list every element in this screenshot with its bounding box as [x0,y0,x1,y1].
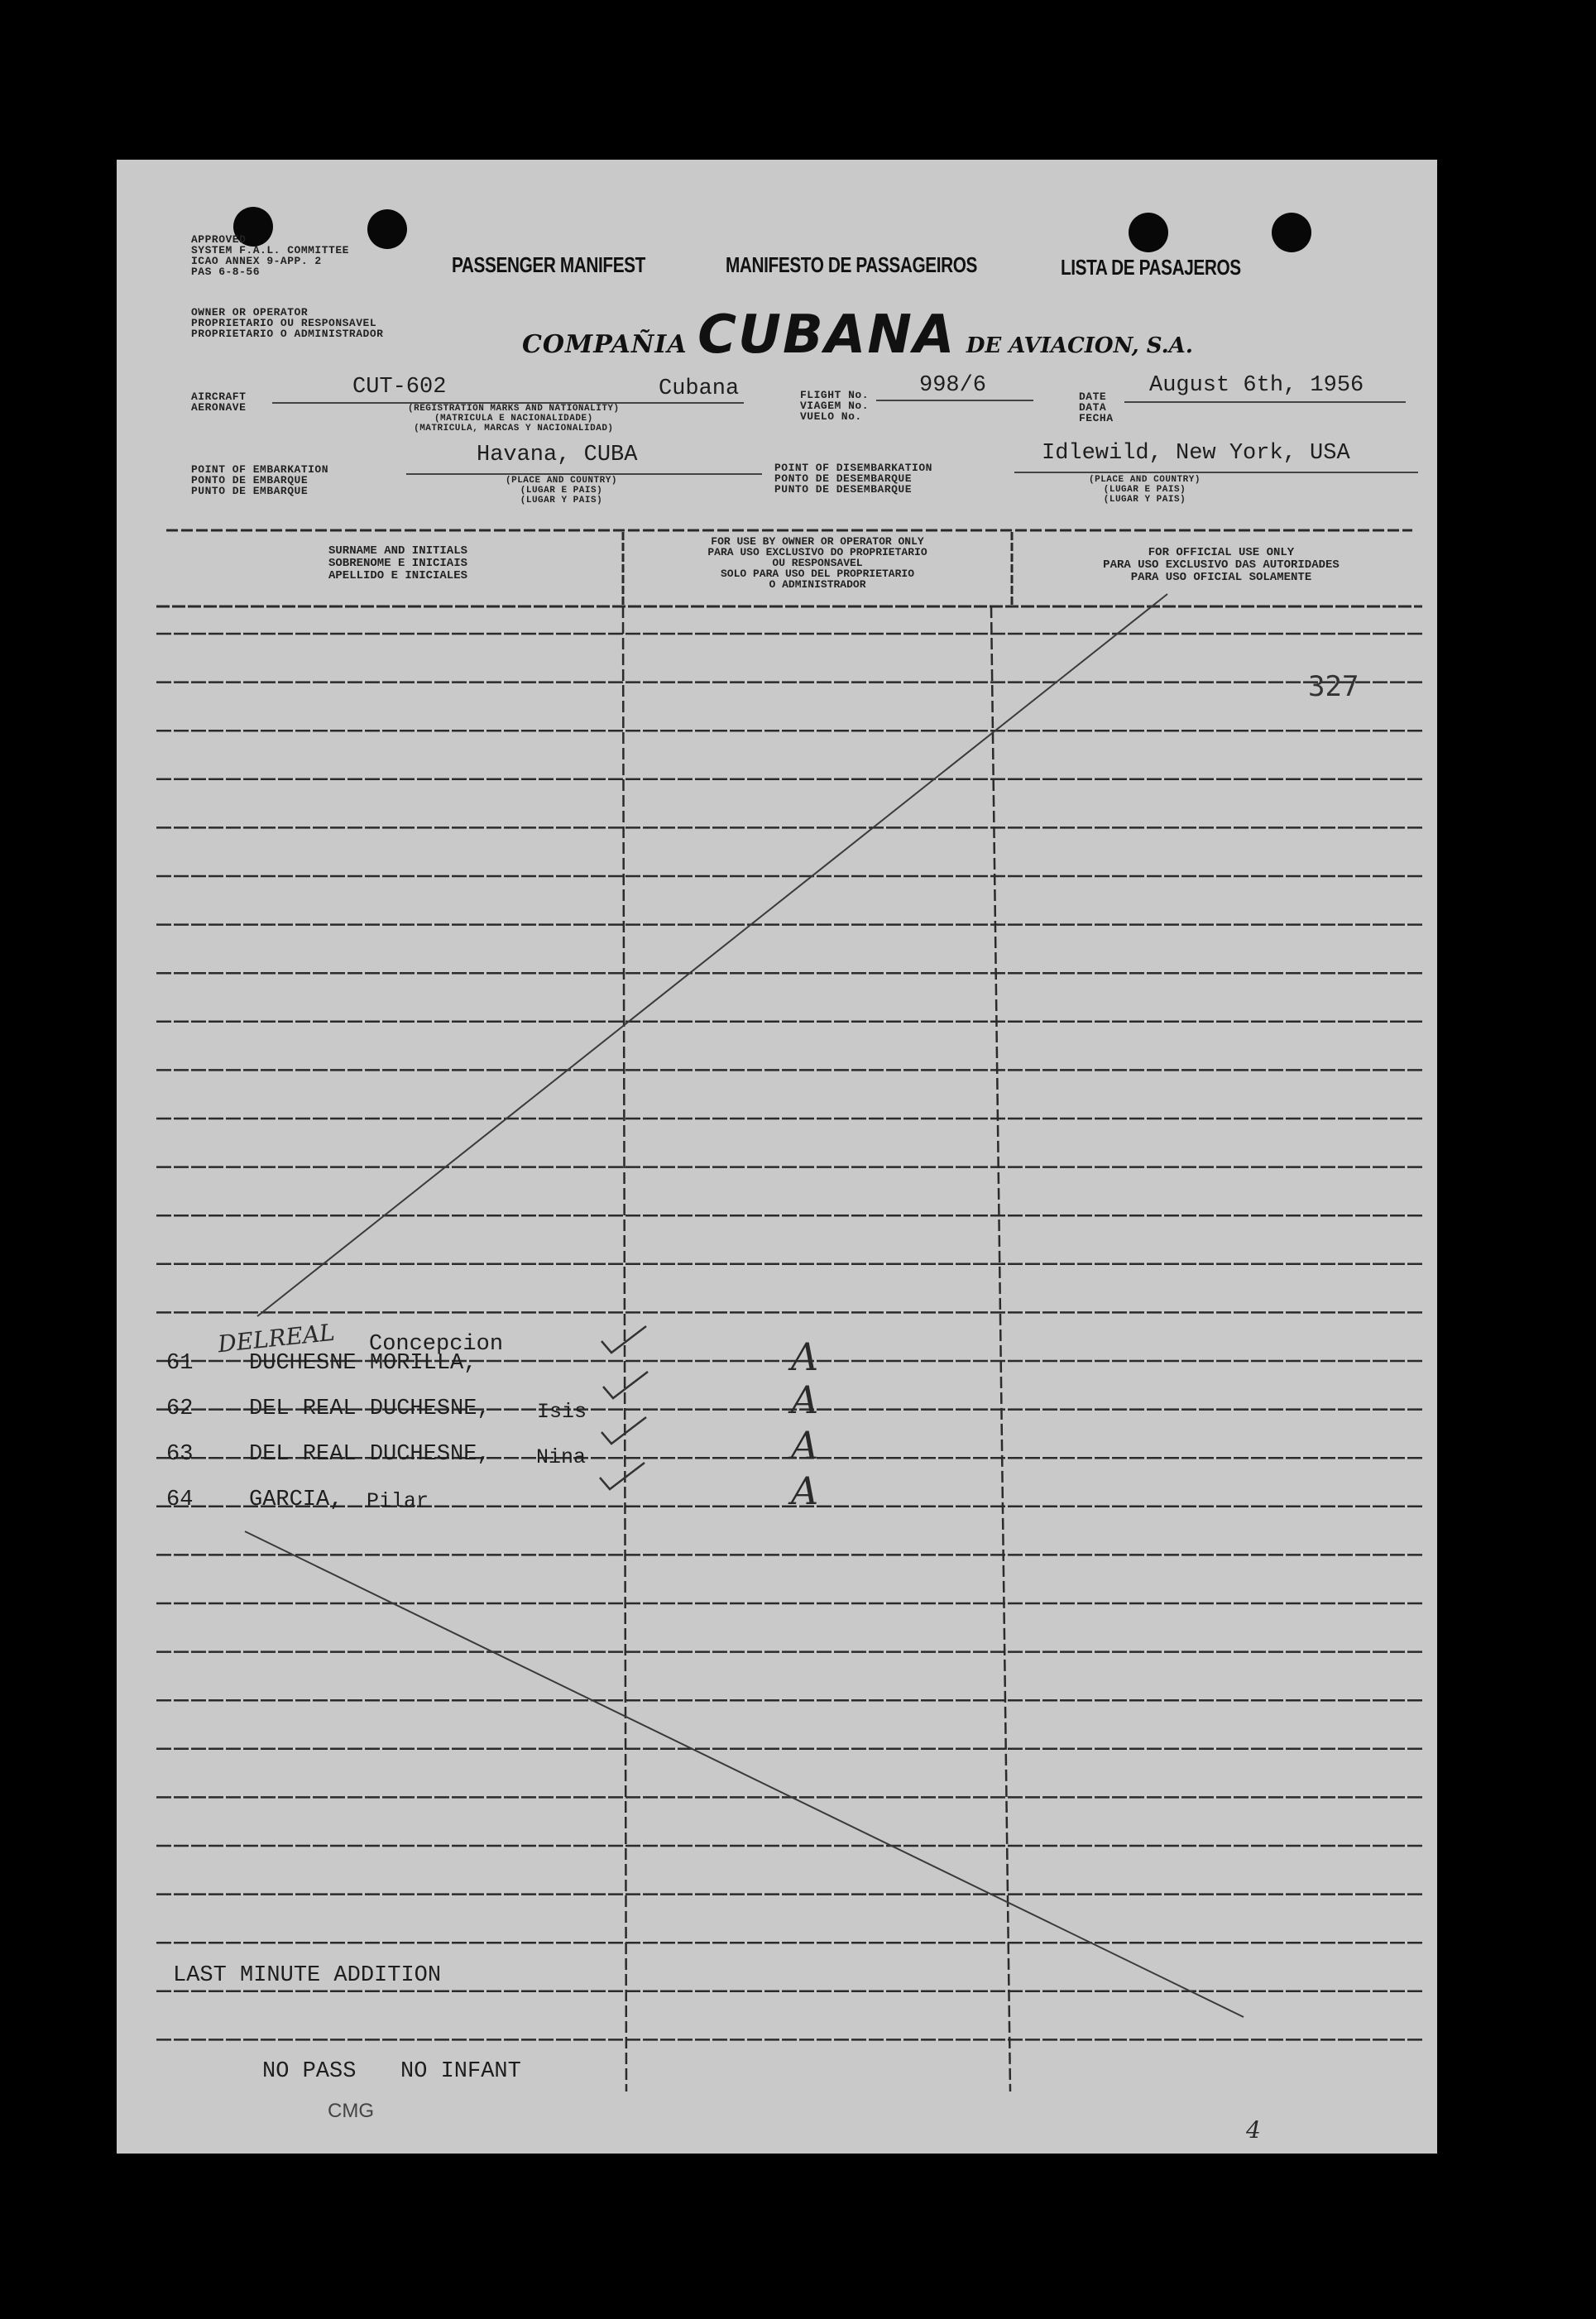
embark-labels [191,464,328,496]
embark-label: POINT OF EMBARKATION [191,463,329,476]
header-line: SOLO PARA USO DEL PROPRIETARIO [720,568,915,580]
no-infant-note: NO INFANT [400,2059,521,2084]
registration-labels [408,404,620,434]
aircraft-value: CUT-602 [352,375,447,400]
column-divider [623,606,626,2091]
embark-place-labels [506,476,617,505]
aircraft-operator: Cubana [659,376,740,401]
flight-label: FLIGHT No. [800,389,870,401]
header-line: APELLIDO E INICIALES [328,569,468,582]
header-line: PARA USO EXCLUSIVO DAS AUTORIDADES [1103,558,1340,572]
place-label: (LUGAR Y PAIS) [520,496,603,505]
header-line: FOR OFFICIAL USE ONLY [1148,546,1295,559]
airline-prefix: COMPAÑIA [522,330,688,359]
column-divider [991,606,1010,2091]
column-header-official [1014,547,1428,584]
disembark-label: POINT OF DISEMBARKATION [774,462,932,474]
passenger-name: DEL REAL DUCHESNE, [249,1442,491,1467]
airline-name: CUBANA [697,304,956,366]
place-label: (LUGAR E PAIS) [1103,485,1186,495]
embark-underline [406,473,762,475]
owner-label: PROPRIETARIO OU RESPONSAVEL [191,317,377,329]
date-label: FECHA [1079,412,1114,424]
header-line: O ADMINISTRADOR [769,578,866,591]
passenger-mark: A [791,1334,819,1379]
manifest-sheet [117,160,1437,2154]
title-spanish: LISTA DE PASAJEROS [1061,255,1241,280]
airline-suffix: DE AVIACION, S.A. [966,333,1193,358]
passenger-number: 64 [166,1488,194,1512]
passenger-given-name: Isis [537,1400,587,1424]
place-label: (LUGAR Y PAIS) [1103,495,1186,505]
passenger-name: DUCHESNE MORILLA, [249,1351,477,1376]
disembark-value: Idlewild, New York, USA [1042,441,1350,466]
no-pass-note: NO PASS [262,2059,357,2084]
disembark-label: PUNTO DE DESEMBARQUE [774,483,913,496]
passenger-mark: A [791,1469,819,1513]
embark-value: Havana, CUBA [477,443,638,467]
disembark-underline [1014,472,1418,473]
passenger-number: 62 [166,1397,194,1421]
column-header-surname [183,545,613,582]
header-line: PARA USO OFICIAL SOLAMENTE [1130,571,1312,584]
flight-value: 998/6 [919,373,987,398]
registration-label: (MATRICULA, MARCAS Y NACIONALIDAD) [414,424,614,434]
flight-label: VUELO No. [800,410,862,423]
handwritten-annotation: DELREAL [216,1318,337,1358]
date-underline [1124,401,1406,403]
check-mark [600,1463,645,1489]
header-line: FOR USE BY OWNER OR OPERATOR ONLY [711,535,924,548]
title-english: PASSENGER MANIFEST [452,252,645,277]
header-line: SOBRENOME E INICIAIS [328,557,468,570]
aircraft-label: AERONAVE [191,401,247,414]
passenger-number: 61 [166,1351,194,1376]
passenger-name: GARCIA, [249,1488,343,1512]
header-line: SURNAME AND INITIALS [328,544,468,558]
flight-underline [876,400,1033,401]
owner-label: PROPRIETARIO O ADMINISTRADOR [191,328,384,340]
passenger-mark: A [791,1423,819,1468]
embark-label: PUNTO DE EMBARQUE [191,485,309,497]
passenger-given-name: Pilar [367,1489,429,1513]
passenger-name: DEL REAL DUCHESNE, [249,1397,491,1421]
passenger-given-name: Concepcion [369,1332,504,1357]
approval-line: APPROVED [191,233,247,246]
approval-line: ICAO ANNEX 9-APP. 2 [191,255,322,267]
header-line: PARA USO EXCLUSIVO DO PROPRIETARIO [707,546,927,558]
approval-line: PAS 6-8-56 [191,266,261,278]
disembark-label: PONTO DE DESEMBARQUE [774,472,913,485]
flight-label: VIAGEM No. [800,400,870,412]
date-label: DATE [1079,390,1107,403]
last-minute-addition: LAST MINUTE ADDITION [173,1963,442,1988]
approval-block [191,234,349,277]
embark-label: PONTO DE EMBARQUE [191,474,309,486]
place-label: (PLACE AND COUNTRY) [1089,475,1201,485]
disembark-place-labels [1089,475,1201,505]
title-portuguese: MANIFESTO DE PASSAGEIROS [726,252,977,277]
page-mark: 4 [1246,2116,1261,2144]
airline-logo [522,304,1193,366]
date-value: August 6th, 1956 [1149,373,1364,398]
passenger-given-name: Nina [536,1445,587,1469]
place-label: (LUGAR E PAIS) [520,486,603,496]
place-label: (PLACE AND COUNTRY) [506,476,617,486]
owner-labels [191,307,383,339]
date-labels [1079,391,1114,424]
approval-line: SYSTEM F.A.L. COMMITTEE [191,244,349,256]
cancel-line [257,594,1167,1316]
passenger-number: 63 [166,1442,194,1467]
column-header-owner [623,536,1012,590]
passenger-mark: A [791,1378,819,1422]
aircraft-labels [191,391,246,413]
registration-label: (REGISTRATION MARKS AND NATIONALITY) [408,404,620,414]
page-stamp: 327 [1308,670,1359,703]
date-label: DATA [1079,401,1107,414]
disembark-labels [774,462,932,495]
flight-labels [800,390,869,422]
aircraft-label: AIRCRAFT [191,390,247,403]
registration-label: (MATRICULA E NACIONALIDADE) [434,414,593,424]
header-line: OU RESPONSAVEL [772,557,863,569]
clerk-initials: CMG [328,2100,374,2122]
owner-label: OWNER OR OPERATOR [191,306,309,319]
